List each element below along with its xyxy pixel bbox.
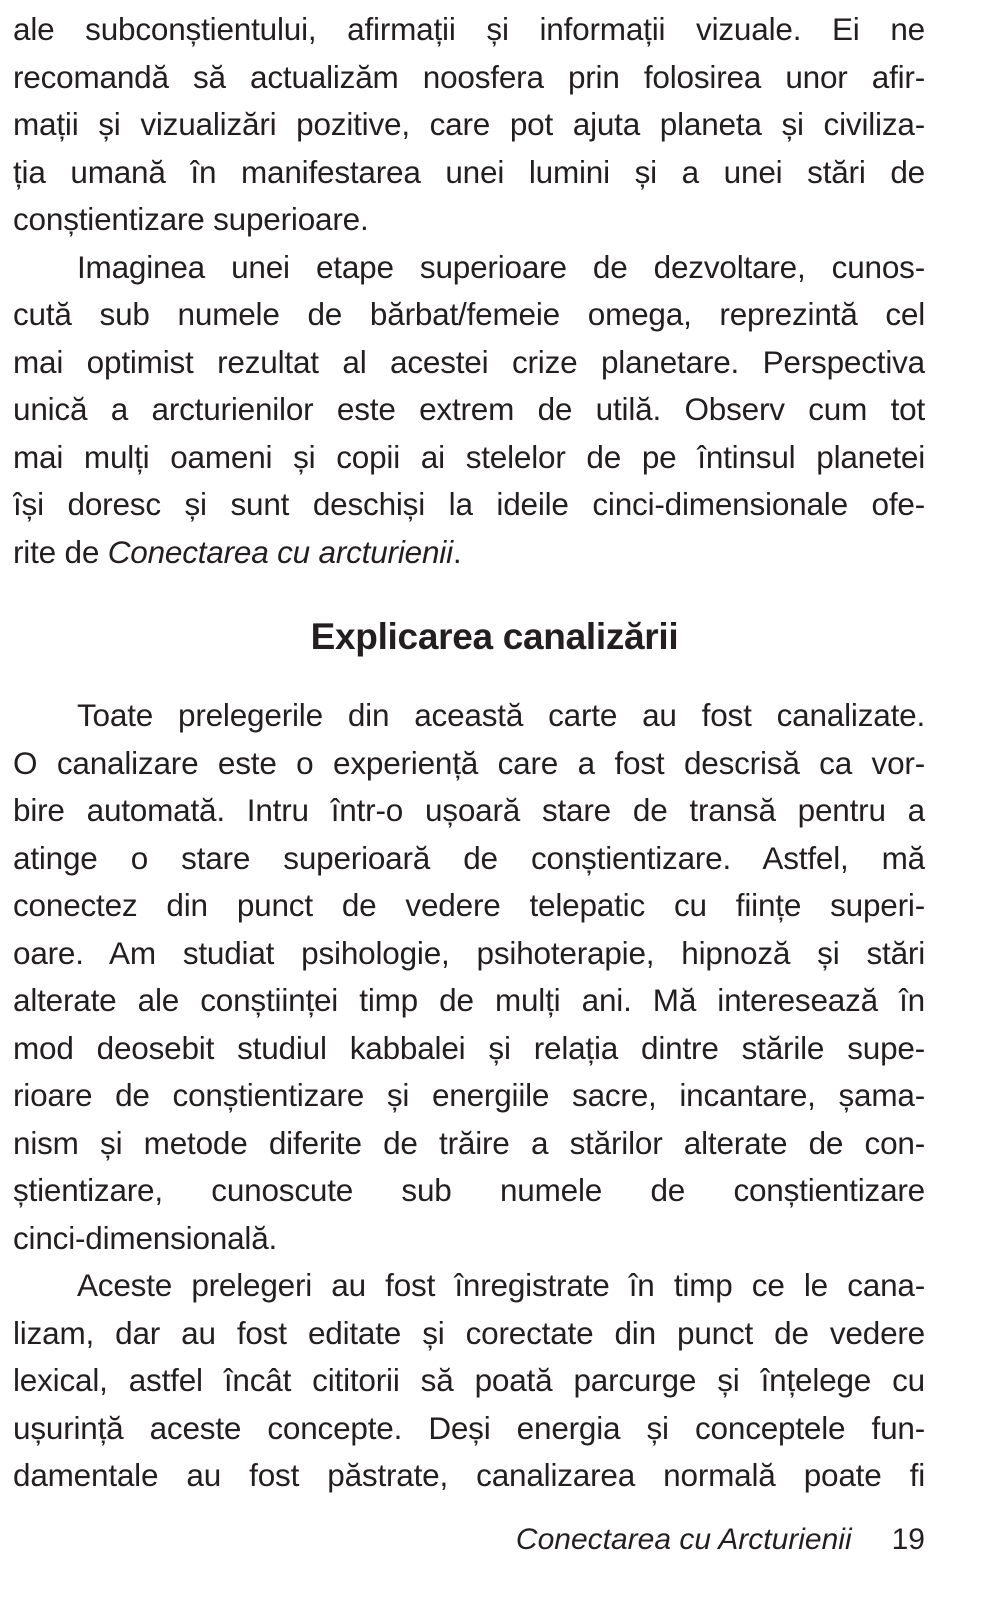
text-line: unică a arcturienilor este extrem de utilă. Observ cum tot [13, 391, 925, 427]
section-heading: Explicarea canalizării [310, 616, 679, 657]
text-line: cinci-dimensională. [13, 1219, 278, 1256]
text-line: mații și vizualizări pozitive, care pot ajuta planeta și civiliza- [13, 106, 925, 142]
text-line: damentale au fost păstrate, canalizarea normală poate fi [13, 1457, 925, 1493]
italic-book-title: Conectarea cu arcturienii [107, 533, 453, 570]
text-fragment: . [452, 533, 462, 570]
text-line: știentizare, cunoscute sub numele de conștientizare [13, 1172, 925, 1208]
text-line: mai optimist rezultat al acestei crize planetare. Perspectiva [13, 343, 925, 380]
paragraph-start-line: Aceste prelegeri au fost înregistrate în timp ce le cana- [77, 1267, 925, 1303]
text-line: lizam, dar au fost editate și corectate din punct de vedere [13, 1314, 925, 1351]
paragraph-start-line: Imaginea unei etape superioare de dezvoltare, cunos- [77, 248, 925, 285]
text-line: își doresc și sunt deschiși la ideile cinci-dimensionale ofe- [13, 486, 925, 522]
text-line: nism și metode diferite de trăire a stărilor alterate de con- [13, 1124, 925, 1161]
text-fragment: rite de [13, 533, 108, 570]
text-line: conectez din punct de vedere telepatic cu ființe superi- [13, 887, 925, 923]
body-text-section-2 [13, 692, 925, 1500]
text-line: mai mulți oameni și copii ai stelelor de pe întinsul planetei [13, 438, 925, 475]
text-line: rioare de conștientizare și energiile sacre, incantare, șama- [13, 1077, 925, 1113]
text-line: ția umană în manifestarea unei lumini și a unei stări de [13, 153, 925, 190]
text-line: lexical, astfel încât cititorii să poată parcurge și înțelege cu [13, 1362, 925, 1398]
text-line: mod deosebit studiul kabbalei și relația dintre stările supe- [13, 1029, 925, 1066]
text-line: O canalizare este o experiență care a fost descrisă ca vor- [13, 744, 925, 781]
page-number: 19 [891, 1523, 925, 1556]
text-line: conștientizare superioare. [13, 201, 369, 237]
text-line: bire automată. Intru într-o ușoară stare de transă pentru a [13, 792, 925, 828]
text-line: ale subconștientului, afirmații și informații vizuale. Ei ne [13, 11, 925, 47]
body-text-section-1 [13, 6, 925, 576]
text-line: oare. Am studiat psihologie, psihoterapie, hipnoză și stări [13, 934, 925, 971]
page-footer [516, 1518, 925, 1562]
text-line: cută sub numele de bărbat/femeie omega, reprezintă cel [13, 296, 925, 332]
running-title: Conectarea cu Arcturienii [515, 1523, 852, 1556]
text-line: alterate ale conștiinței timp de mulți ani. Mă interesează în [13, 982, 925, 1018]
text-line: ușurință aceste concepte. Deși energia și conceptele fun- [13, 1409, 925, 1446]
text-line-with-italic-title [13, 529, 925, 577]
paragraph-start-line: Toate prelegerile din această carte au fost canalizate. [77, 697, 925, 733]
text-line: recomandă să actualizăm noosfera prin folosirea unor afir- [13, 58, 925, 95]
text-line: atinge o stare superioară de conștientizare. Astfel, mă [13, 839, 925, 876]
